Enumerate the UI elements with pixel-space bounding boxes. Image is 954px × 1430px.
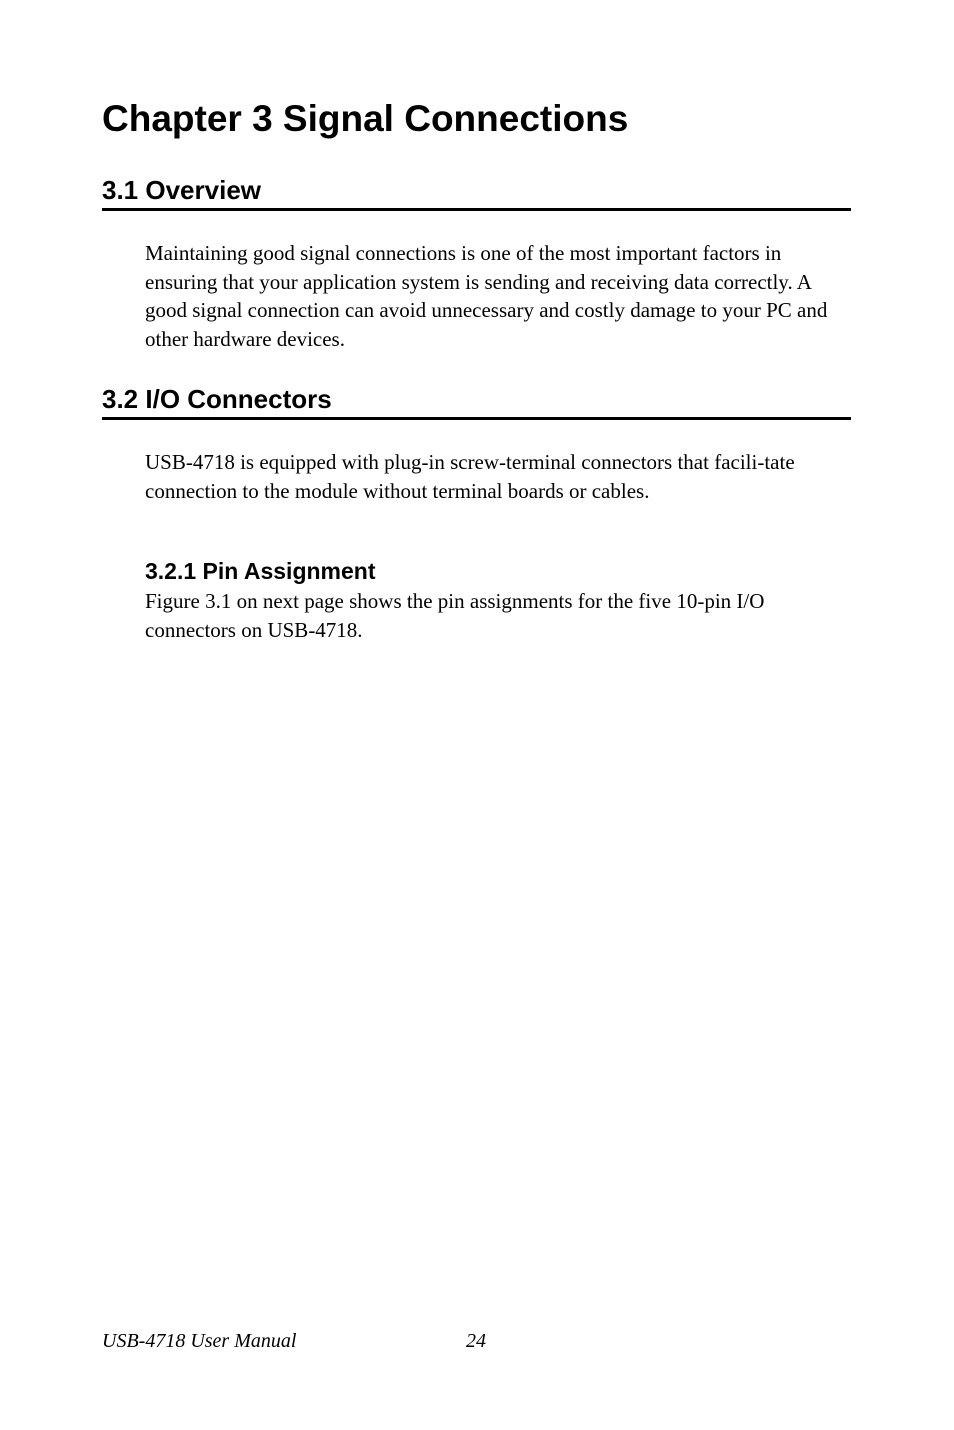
io-connectors-paragraph: USB-4718 is equipped with plug-in screw-terminal connectors that facili-tate connection to the module without terminal boards or cables. xyxy=(145,450,795,503)
footer-page-number: 24 xyxy=(466,1330,486,1352)
subsection-heading-pin-assignment: 3.2.1 Pin Assignment xyxy=(145,558,376,584)
section-heading-overview: 3.1 Overview xyxy=(102,174,851,211)
chapter-title: Chapter 3 Signal Connections xyxy=(102,98,629,139)
pin-assignment-paragraph: Figure 3.1 on next page shows the pin assignments for the five 10-pin I/O connectors on USB-4718. xyxy=(145,589,765,642)
section-heading-io-connectors: 3.2 I/O Connectors xyxy=(102,383,851,420)
overview-paragraph: Maintaining good signal connections is one of the most important factors in ensuring that your application system is sending and receiving data correctly. A good signal connection can avoid unnecessary and costly damage to your PC and other hardware devices. xyxy=(145,241,828,352)
footer-manual-title: USB-4718 User Manual xyxy=(102,1330,297,1352)
